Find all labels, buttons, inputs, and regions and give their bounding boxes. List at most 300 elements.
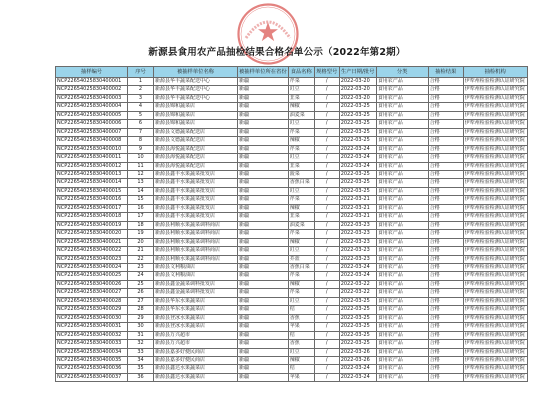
cell-serial-number: 9 — [128, 145, 154, 153]
cell-province: 新疆 — [238, 128, 289, 136]
cell-spec-model: / — [314, 120, 339, 128]
cell-result: 合格 — [428, 162, 463, 170]
cell-sampled-unit: 新源县华东水果蔬菜店 — [154, 306, 238, 314]
cell-category: 食用农产品 — [376, 213, 428, 221]
table-row — [56, 137, 528, 145]
cell-province: 新疆 — [238, 86, 289, 94]
cell-province: 新疆 — [238, 103, 289, 111]
cell-result: 合格 — [428, 103, 463, 111]
cell-inspection-agency: 伊犁州检验检测认证研究院 — [463, 230, 527, 238]
table-row — [56, 213, 528, 221]
cell-batch-date: 2022-03-26 — [339, 356, 376, 364]
cell-batch-date: 2022-03-25 — [339, 179, 376, 187]
cell-inspection-agency: 伊犁州检验检测认证研究院 — [463, 263, 527, 271]
cell-inspection-agency: 伊犁州检验检测认证研究院 — [463, 145, 527, 153]
cell-sample-code: NCP22654025830400029 — [56, 306, 128, 314]
cell-food-name: 芹菜 — [288, 289, 314, 297]
cell-sampled-unit: 新源县鑫丰水果蔬菜批发店 — [154, 187, 238, 195]
cell-inspection-agency: 伊犁州检验检测认证研究院 — [463, 213, 527, 221]
cell-category: 食用农产品 — [376, 137, 428, 145]
cell-category: 食用农产品 — [376, 128, 428, 136]
cell-inspection-agency: 伊犁州检验检测认证研究院 — [463, 272, 527, 280]
cell-sampled-unit: 新源县锦和蔬菜店 — [154, 103, 238, 111]
cell-result: 合格 — [428, 263, 463, 271]
cell-category: 食用农产品 — [376, 230, 428, 238]
cell-category: 食用农产品 — [376, 170, 428, 178]
cell-serial-number: 7 — [128, 128, 154, 136]
table-row — [56, 230, 528, 238]
cell-batch-date: 2022-03-22 — [339, 289, 376, 297]
cell-category: 食用农产品 — [376, 238, 428, 246]
cell-sampled-unit: 新源县万兴超市 — [154, 340, 238, 348]
cell-food-name: 韭菜 — [288, 94, 314, 102]
cell-result: 合格 — [428, 356, 463, 364]
cell-sampled-unit: 新源县鑫达水果蔬菜店 — [154, 365, 238, 373]
cell-food-name: 辣椒 — [288, 204, 314, 212]
cell-sampled-unit: 新源县华丰蔬菜配送中心 — [154, 78, 238, 86]
cell-sampled-unit: 新源县利顺水果蔬菜调料商店 — [154, 247, 238, 255]
cell-serial-number: 11 — [128, 162, 154, 170]
cell-sampled-unit: 新源县文德蔬菜配送店 — [154, 137, 238, 145]
cell-food-name: 芹菜 — [288, 230, 314, 238]
cell-province: 新疆 — [238, 154, 289, 162]
cell-serial-number: 34 — [128, 356, 154, 364]
cell-inspection-agency: 伊犁州检验检测认证研究院 — [463, 255, 527, 263]
cell-category: 食用农产品 — [376, 145, 428, 153]
cell-result: 合格 — [428, 86, 463, 94]
cell-food-name: 油麦菜 — [288, 221, 314, 229]
table-row — [56, 238, 528, 246]
cell-serial-number: 32 — [128, 340, 154, 348]
cell-category: 食用农产品 — [376, 323, 428, 331]
cell-batch-date: 2022-03-23 — [339, 247, 376, 255]
cell-province: 新疆 — [238, 247, 289, 255]
cell-food-name: 桔 — [288, 365, 314, 373]
cell-spec-model: / — [314, 373, 339, 381]
cell-food-name: 芹菜 — [288, 145, 314, 153]
table-row — [56, 356, 528, 364]
cell-spec-model: / — [314, 314, 339, 322]
cell-spec-model: / — [314, 103, 339, 111]
cell-spec-model: / — [314, 221, 339, 229]
cell-serial-number: 35 — [128, 365, 154, 373]
cell-inspection-agency: 伊犁州检验检测认证研究院 — [463, 154, 527, 162]
cell-serial-number: 16 — [128, 204, 154, 212]
cell-spec-model: / — [314, 213, 339, 221]
cell-province: 新疆 — [238, 204, 289, 212]
table-row — [56, 247, 528, 255]
cell-province: 新疆 — [238, 365, 289, 373]
cell-sampled-unit: 新源县文利粮油店 — [154, 263, 238, 271]
cell-batch-date: 2022-03-25 — [339, 331, 376, 339]
cell-province: 新疆 — [238, 280, 289, 288]
cell-sample-code: NCP22654025830400028 — [56, 297, 128, 305]
column-header: 抽样编号 — [56, 67, 128, 78]
cell-category: 食用农产品 — [376, 221, 428, 229]
cell-batch-date: 2022-03-25 — [339, 111, 376, 119]
cell-sample-code: NCP22654025830400027 — [56, 289, 128, 297]
cell-category: 食用农产品 — [376, 204, 428, 212]
header-row — [56, 67, 528, 78]
cell-food-name: 豇豆 — [288, 86, 314, 94]
cell-sample-code: NCP22654025830400017 — [56, 204, 128, 212]
cell-food-name: 豇豆 — [288, 120, 314, 128]
cell-sampled-unit: 新源县利顺水果蔬菜调料商店 — [154, 255, 238, 263]
cell-serial-number: 15 — [128, 196, 154, 204]
cell-sample-code: NCP22654025830400003 — [56, 94, 128, 102]
cell-result: 合格 — [428, 120, 463, 128]
cell-province: 新疆 — [238, 348, 289, 356]
page-title: 新源县食用农产品抽检结果合格名单公示（2022年第2期） — [148, 47, 406, 58]
cell-province: 新疆 — [238, 272, 289, 280]
cell-spec-model: / — [314, 170, 339, 178]
cell-province: 新疆 — [238, 221, 289, 229]
cell-category: 食用农产品 — [376, 297, 428, 305]
cell-result: 合格 — [428, 272, 463, 280]
cell-spec-model: / — [314, 179, 339, 187]
cell-inspection-agency: 伊犁州检验检测认证研究院 — [463, 297, 527, 305]
cell-serial-number: 13 — [128, 179, 154, 187]
cell-serial-number: 24 — [128, 272, 154, 280]
cell-result: 合格 — [428, 230, 463, 238]
cell-batch-date: 2022-03-25 — [339, 306, 376, 314]
cell-batch-date: 2022-03-25 — [339, 187, 376, 195]
cell-result: 合格 — [428, 196, 463, 204]
cell-food-name: 辣椒 — [288, 280, 314, 288]
cell-spec-model: / — [314, 356, 339, 364]
cell-category: 食用农产品 — [376, 365, 428, 373]
cell-batch-date: 2022-03-24 — [339, 263, 376, 271]
cell-province: 新疆 — [238, 213, 289, 221]
cell-province: 新疆 — [238, 238, 289, 246]
cell-food-name: 辣椒 — [288, 356, 314, 364]
table-row — [56, 179, 528, 187]
table-row — [56, 111, 528, 119]
cell-category: 食用农产品 — [376, 162, 428, 170]
cell-batch-date: 2022-03-20 — [339, 86, 376, 94]
cell-spec-model: / — [314, 272, 339, 280]
cell-spec-model: / — [314, 306, 339, 314]
cell-inspection-agency: 伊犁州检验检测认证研究院 — [463, 314, 527, 322]
cell-result: 合格 — [428, 238, 463, 246]
cell-serial-number: 6 — [128, 120, 154, 128]
column-header: 分类 — [376, 67, 428, 78]
cell-spec-model: / — [314, 263, 339, 271]
cell-category: 食用农产品 — [376, 272, 428, 280]
cell-category: 食用农产品 — [376, 289, 428, 297]
cell-category: 食用农产品 — [376, 280, 428, 288]
cell-result: 合格 — [428, 297, 463, 305]
cell-category: 食用农产品 — [376, 154, 428, 162]
cell-inspection-agency: 伊犁州检验检测认证研究院 — [463, 78, 527, 86]
table-row — [56, 348, 528, 356]
cell-serial-number: 29 — [128, 314, 154, 322]
cell-sampled-unit: 新源县华丰蔬菜配送中心 — [154, 94, 238, 102]
cell-result: 合格 — [428, 314, 463, 322]
cell-inspection-agency: 伊犁州检验检测认证研究院 — [463, 170, 527, 178]
cell-sampled-unit: 新源县鑫金蔬菜调料批发店 — [154, 289, 238, 297]
cell-result: 合格 — [428, 213, 463, 221]
cell-serial-number: 21 — [128, 247, 154, 255]
cell-category: 食用农产品 — [376, 103, 428, 111]
cell-province: 新疆 — [238, 331, 289, 339]
cell-batch-date: 2022-03-24 — [339, 145, 376, 153]
column-header: 被抽样单位所在省份 — [238, 67, 289, 78]
cell-spec-model: / — [314, 323, 339, 331]
cell-sample-code: NCP22654025830400019 — [56, 221, 128, 229]
cell-inspection-agency: 伊犁州检验检测认证研究院 — [463, 120, 527, 128]
cell-sample-code: NCP22654025830400037 — [56, 373, 128, 381]
cell-sampled-unit: 新源县鑫金蔬菜调料批发店 — [154, 280, 238, 288]
cell-result: 合格 — [428, 323, 463, 331]
table-row — [56, 86, 528, 94]
cell-batch-date: 2022-03-25 — [339, 120, 376, 128]
cell-sampled-unit: 新源县鑫丰水果蔬菜批发店 — [154, 170, 238, 178]
cell-batch-date: 2022-03-25 — [339, 137, 376, 145]
cell-food-name: 苹果 — [288, 373, 314, 381]
cell-inspection-agency: 伊犁州检验检测认证研究院 — [463, 348, 527, 356]
table-row — [56, 263, 528, 271]
cell-serial-number: 27 — [128, 297, 154, 305]
cell-inspection-agency: 伊犁州检验检测认证研究院 — [463, 280, 527, 288]
cell-sample-code: NCP22654025830400013 — [56, 170, 128, 178]
cell-food-name: 香蕉白菜 — [288, 263, 314, 271]
cell-batch-date: 2022-03-24 — [339, 272, 376, 280]
cell-sampled-unit: 新源县鑫丰水果蔬菜批发店 — [154, 204, 238, 212]
cell-result: 合格 — [428, 170, 463, 178]
cell-inspection-agency: 伊犁州检验检测认证研究院 — [463, 306, 527, 314]
table-row — [56, 154, 528, 162]
cell-result: 合格 — [428, 137, 463, 145]
cell-sampled-unit: 新源县登冰水果蔬菜店 — [154, 314, 238, 322]
cell-sample-code: NCP22654025830400010 — [56, 145, 128, 153]
cell-spec-model: / — [314, 145, 339, 153]
cell-sampled-unit: 新源县锦和蔬菜店 — [154, 111, 238, 119]
cell-food-name: 香蕉 — [288, 314, 314, 322]
cell-batch-date: 2022-03-21 — [339, 204, 376, 212]
cell-sample-code: NCP22654025830400021 — [56, 238, 128, 246]
cell-serial-number: 12 — [128, 170, 154, 178]
cell-sample-code: NCP22654025830400018 — [56, 213, 128, 221]
cell-inspection-agency: 伊犁州检验检测认证研究院 — [463, 238, 527, 246]
cell-category: 食用农产品 — [376, 373, 428, 381]
cell-province: 新疆 — [238, 306, 289, 314]
cell-food-name: 豇豆 — [288, 247, 314, 255]
table-header — [56, 67, 528, 78]
cell-batch-date: 2022-03-22 — [339, 280, 376, 288]
cell-result: 合格 — [428, 145, 463, 153]
cell-sample-code: NCP22654025830400002 — [56, 86, 128, 94]
cell-serial-number: 36 — [128, 373, 154, 381]
cell-province: 新疆 — [238, 94, 289, 102]
cell-inspection-agency: 伊犁州检验检测认证研究院 — [463, 111, 527, 119]
cell-batch-date: 2022-03-25 — [339, 170, 376, 178]
cell-sample-code: NCP22654025830400020 — [56, 230, 128, 238]
table-row — [56, 255, 528, 263]
cell-food-name: 辣椒 — [288, 103, 314, 111]
cell-province: 新疆 — [238, 170, 289, 178]
cell-inspection-agency: 伊犁州检验检测认证研究院 — [463, 162, 527, 170]
cell-sample-code: NCP22654025830400006 — [56, 120, 128, 128]
cell-result: 合格 — [428, 255, 463, 263]
cell-result: 合格 — [428, 280, 463, 288]
table-body — [56, 78, 528, 382]
cell-serial-number: 14 — [128, 187, 154, 195]
cell-inspection-agency: 伊犁州检验检测认证研究院 — [463, 204, 527, 212]
cell-serial-number: 4 — [128, 103, 154, 111]
cell-food-name: 豇豆 — [288, 154, 314, 162]
cell-serial-number: 19 — [128, 230, 154, 238]
cell-food-name: 香蕉白菜 — [288, 179, 314, 187]
cell-inspection-agency: 伊犁州检验检测认证研究院 — [463, 128, 527, 136]
cell-batch-date: 2022-03-24 — [339, 373, 376, 381]
cell-serial-number: 17 — [128, 213, 154, 221]
cell-province: 新疆 — [238, 356, 289, 364]
cell-sampled-unit: 新源县嘉多好便民商店 — [154, 348, 238, 356]
cell-food-name: 菠菜 — [288, 170, 314, 178]
cell-result: 合格 — [428, 78, 463, 86]
cell-sample-code: NCP22654025830400015 — [56, 187, 128, 195]
column-header: 抽检结果 — [428, 67, 463, 78]
cell-spec-model: / — [314, 128, 339, 136]
cell-batch-date: 2022-03-23 — [339, 255, 376, 263]
cell-spec-model: / — [314, 137, 339, 145]
table-row — [56, 280, 528, 288]
cell-inspection-agency: 伊犁州检验检测认证研究院 — [463, 356, 527, 364]
table-row — [56, 340, 528, 348]
cell-sampled-unit: 新源县华东水果蔬菜店 — [154, 297, 238, 305]
cell-category: 食用农产品 — [376, 187, 428, 195]
cell-result: 合格 — [428, 179, 463, 187]
cell-province: 新疆 — [238, 179, 289, 187]
cell-spec-model: / — [314, 204, 339, 212]
cell-batch-date: 2022-03-25 — [339, 314, 376, 322]
cell-serial-number: 22 — [128, 255, 154, 263]
cell-province: 新疆 — [238, 196, 289, 204]
cell-serial-number: 5 — [128, 111, 154, 119]
cell-spec-model: / — [314, 238, 339, 246]
cell-sampled-unit: 新源县文德蔬菜配送店 — [154, 128, 238, 136]
cell-sample-code: NCP22654025830400025 — [56, 272, 128, 280]
cell-batch-date: 2022-03-21 — [339, 213, 376, 221]
cell-serial-number: 20 — [128, 238, 154, 246]
cell-serial-number: 18 — [128, 221, 154, 229]
cell-result: 合格 — [428, 306, 463, 314]
cell-spec-model: / — [314, 78, 339, 86]
cell-sampled-unit: 新源县文利粮油店 — [154, 272, 238, 280]
cell-sampled-unit: 新源县万兴超市 — [154, 331, 238, 339]
cell-province: 新疆 — [238, 137, 289, 145]
cell-batch-date: 2022-03-25 — [339, 340, 376, 348]
cell-inspection-agency: 伊犁州检验检测认证研究院 — [463, 340, 527, 348]
cell-serial-number: 23 — [128, 263, 154, 271]
table-row — [56, 94, 528, 102]
cell-batch-date: 2022-03-24 — [339, 154, 376, 162]
cell-province: 新疆 — [238, 145, 289, 153]
cell-sample-code: NCP22654025830400031 — [56, 323, 128, 331]
cell-sample-code: NCP22654025830400032 — [56, 331, 128, 339]
cell-spec-model: / — [314, 111, 339, 119]
cell-province: 新疆 — [238, 297, 289, 305]
cell-category: 食用农产品 — [376, 120, 428, 128]
cell-sampled-unit: 新源县嘉多好便民商店 — [154, 356, 238, 364]
cell-sample-code: NCP22654025830400026 — [56, 280, 128, 288]
cell-batch-date: 2022-03-24 — [339, 365, 376, 373]
cell-sample-code: NCP22654025830400034 — [56, 348, 128, 356]
cell-inspection-agency: 伊犁州检验检测认证研究院 — [463, 331, 527, 339]
cell-food-name: 芹菜 — [288, 128, 314, 136]
cell-sampled-unit: 新源县登冰水果蔬菜店 — [154, 323, 238, 331]
cell-serial-number: 2 — [128, 86, 154, 94]
table-row — [56, 162, 528, 170]
cell-sampled-unit: 新源县利顺水果蔬菜调料商店 — [154, 230, 238, 238]
cell-category: 食用农产品 — [376, 306, 428, 314]
cell-category: 食用农产品 — [376, 348, 428, 356]
cell-inspection-agency: 伊犁州检验检测认证研究院 — [463, 94, 527, 102]
table-row — [56, 120, 528, 128]
cell-province: 新疆 — [238, 120, 289, 128]
cell-spec-model: / — [314, 154, 339, 162]
cell-province: 新疆 — [238, 230, 289, 238]
cell-food-name: 豇豆 — [288, 297, 314, 305]
cell-food-name: 香蕉 — [288, 340, 314, 348]
cell-sample-code: NCP22654025830400036 — [56, 365, 128, 373]
cell-serial-number: 33 — [128, 348, 154, 356]
cell-spec-model: / — [314, 348, 339, 356]
cell-result: 合格 — [428, 221, 463, 229]
cell-food-name: 辣椒 — [288, 238, 314, 246]
cell-sample-code: NCP22654025830400030 — [56, 314, 128, 322]
cell-inspection-agency: 伊犁州检验检测认证研究院 — [463, 247, 527, 255]
cell-inspection-agency: 伊犁州检验检测认证研究院 — [463, 221, 527, 229]
cell-sample-code: NCP22654025830400012 — [56, 162, 128, 170]
cell-spec-model: / — [314, 289, 339, 297]
cell-serial-number: 30 — [128, 323, 154, 331]
column-header: 抽检机构 — [463, 67, 527, 78]
cell-sampled-unit: 新源县鑫丰水果蔬菜批发店 — [154, 179, 238, 187]
cell-category: 食用农产品 — [376, 94, 428, 102]
cell-result: 合格 — [428, 331, 463, 339]
cell-province: 新疆 — [238, 289, 289, 297]
cell-inspection-agency: 伊犁州检验检测认证研究院 — [463, 86, 527, 94]
cell-province: 新疆 — [238, 314, 289, 322]
cell-batch-date: 2022-03-24 — [339, 162, 376, 170]
cell-spec-model: / — [314, 340, 339, 348]
cell-category: 食用农产品 — [376, 86, 428, 94]
table-row — [56, 221, 528, 229]
cell-spec-model: / — [314, 230, 339, 238]
cell-result: 合格 — [428, 111, 463, 119]
cell-sample-code: NCP22654025830400005 — [56, 111, 128, 119]
cell-sample-code: NCP22654025830400011 — [56, 154, 128, 162]
column-header: 规格型号 — [314, 67, 339, 78]
cell-sampled-unit: 新源县海悦蔬菜配送店 — [154, 145, 238, 153]
cell-sample-code: NCP22654025830400001 — [56, 78, 128, 86]
cell-food-name: 桔 — [288, 331, 314, 339]
table-row — [56, 306, 528, 314]
cell-food-name: 芹菜 — [288, 78, 314, 86]
cell-spec-model: / — [314, 280, 339, 288]
cell-category: 食用农产品 — [376, 331, 428, 339]
cell-spec-model: / — [314, 196, 339, 204]
cell-food-name: 豇豆 — [288, 187, 314, 195]
table-row — [56, 187, 528, 195]
cell-food-name: 桔 — [288, 306, 314, 314]
cell-sample-code: NCP22654025830400033 — [56, 340, 128, 348]
cell-sampled-unit: 新源县利顺水果蔬菜调料商店 — [154, 221, 238, 229]
cell-inspection-agency: 伊犁州检验检测认证研究院 — [463, 289, 527, 297]
cell-province: 新疆 — [238, 373, 289, 381]
